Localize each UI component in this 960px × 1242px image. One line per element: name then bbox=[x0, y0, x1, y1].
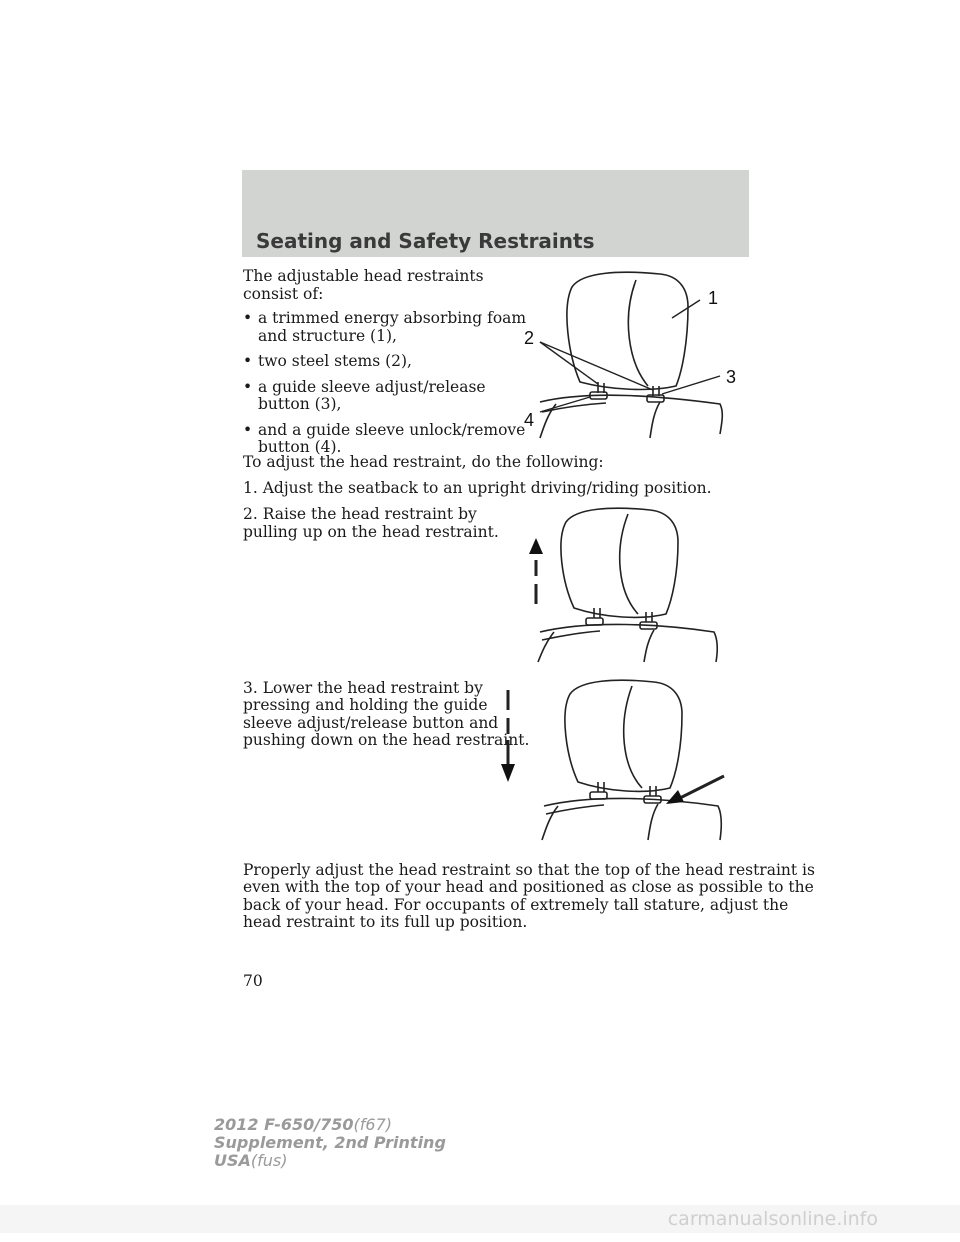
arrow-down-icon bbox=[501, 690, 515, 782]
step-2-line-2: pulling up on the head restraint. bbox=[243, 523, 499, 541]
step-1: 1. Adjust the seatback to an upright driving/riding position. bbox=[243, 479, 712, 497]
footer-region-code: (fus) bbox=[250, 1151, 288, 1170]
callout-3: 3 bbox=[726, 367, 737, 387]
figure-raise-head-restraint bbox=[520, 502, 730, 664]
closing-line-3: back of your head. For occupants of extremely tall stature, adjust the bbox=[243, 896, 789, 914]
page-number: 70 bbox=[243, 972, 263, 990]
list-item: • a trimmed energy absorbing foam and structure (1), bbox=[243, 309, 527, 345]
head-restraint-illustration bbox=[538, 508, 717, 662]
footer-model: 2012 F-650/750 bbox=[214, 1115, 354, 1134]
footer-region: USA bbox=[214, 1151, 251, 1170]
figure-lower-head-restraint bbox=[494, 670, 734, 842]
press-button-arrow-icon bbox=[666, 776, 724, 804]
head-restraint-diagram bbox=[510, 262, 750, 442]
raise-diagram bbox=[520, 502, 730, 664]
lower-diagram bbox=[494, 670, 734, 842]
list-item: • a guide sleeve adjust/release button (3), bbox=[243, 377, 486, 413]
closing-line-1: Properly adjust the head restraint so that the top of the head restraint is bbox=[243, 861, 815, 879]
callout-2: 2 bbox=[524, 328, 535, 348]
closing-line-4: head restraint to its full up position. bbox=[243, 913, 528, 931]
callout-1: 1 bbox=[708, 288, 719, 308]
bullet-icon: • bbox=[243, 352, 253, 370]
step-2-line-1: 2. Raise the head restraint by bbox=[243, 505, 477, 523]
step-3-line-1: 3. Lower the head restraint by bbox=[243, 679, 483, 697]
bullet-icon: • bbox=[243, 377, 253, 396]
step-3-line-2: pressing and holding the guide bbox=[243, 696, 488, 714]
bullet-icon: • bbox=[243, 309, 253, 327]
component-list bbox=[243, 310, 526, 465]
figure-head-restraint-components bbox=[510, 262, 750, 442]
watermark: carmanualsonline.info bbox=[0, 1205, 960, 1233]
intro-line-2: consist of: bbox=[243, 285, 324, 303]
list-item: • two steel stems (2), bbox=[243, 352, 412, 370]
head-restraint-illustration bbox=[542, 680, 721, 840]
step-3-line-3: sleeve adjust/release button and bbox=[243, 714, 499, 732]
footer-model-code: (f67) bbox=[353, 1115, 392, 1134]
section-title: Seating and Safety Restraints bbox=[256, 229, 595, 253]
list-item: • and a guide sleeve unlock/remove button (4). bbox=[243, 420, 526, 456]
callout-4: 4 bbox=[524, 410, 535, 430]
step-3-line-4: pushing down on the head restraint. bbox=[243, 731, 530, 749]
intro-line-1: The adjustable head restraints bbox=[243, 267, 484, 285]
arrow-up-icon bbox=[529, 538, 543, 604]
document-footer bbox=[214, 1116, 446, 1170]
head-restraint-illustration bbox=[540, 272, 722, 438]
closing-line-2: even with the top of your head and positioned as close as possible to the bbox=[243, 878, 814, 896]
footer-edition: Supplement, 2nd Printing bbox=[214, 1133, 446, 1152]
instructions-lead: To adjust the head restraint, do the following: bbox=[243, 453, 604, 471]
bullet-icon: • bbox=[243, 420, 253, 439]
